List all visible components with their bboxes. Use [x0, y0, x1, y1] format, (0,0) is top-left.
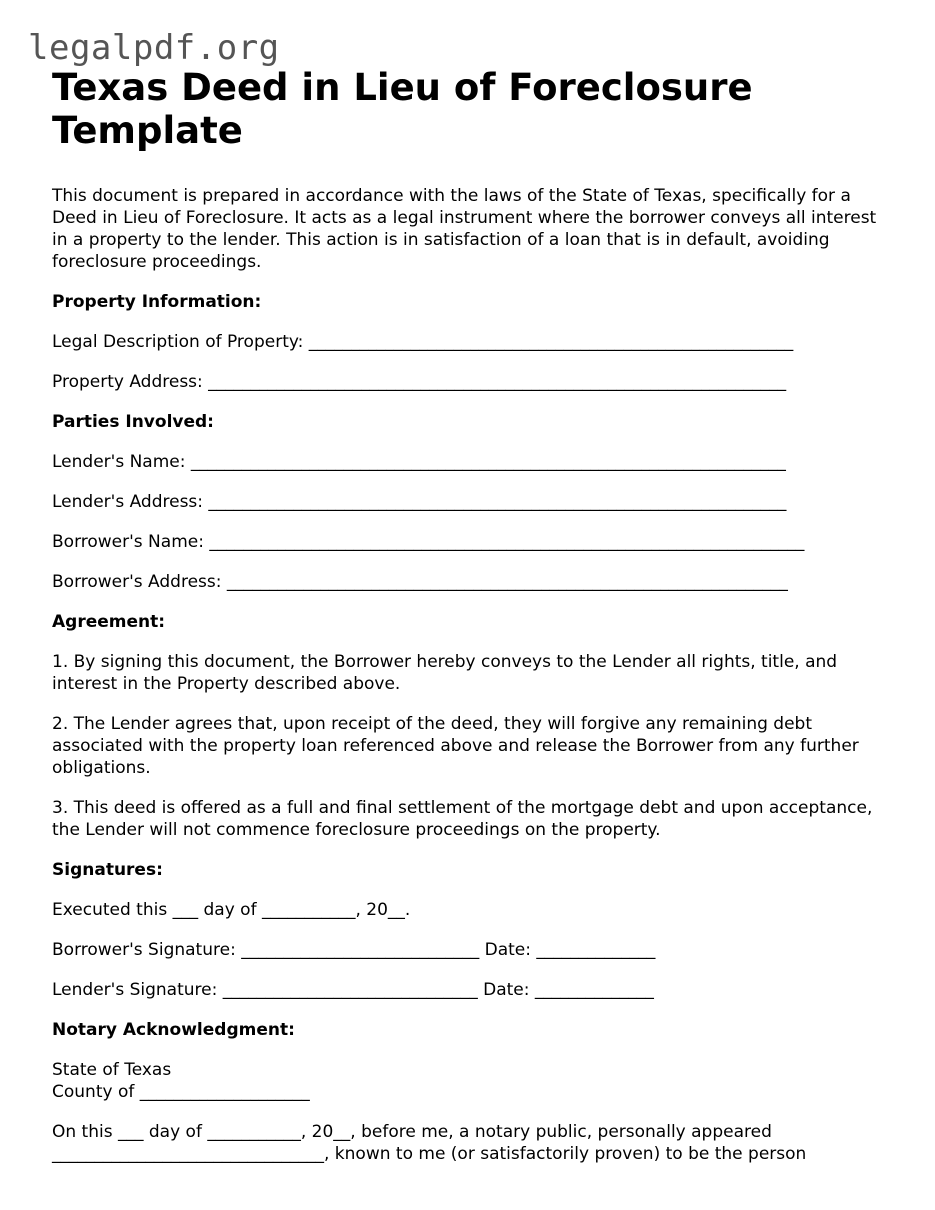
intro-paragraph: This document is prepared in accordance with the laws of the State of Texas, specifically for a Deed in Lieu of Foreclosure. It acts as a legal instrument where the borrower conveys all interest in a property to the lender. This action is in satisfaction of a loan that is in default, avoiding foreclosure proceedings.	[52, 186, 877, 272]
property-information-heading: Property Information:	[52, 292, 262, 312]
notary-state: State of Texas	[52, 1060, 172, 1080]
notary-statement-line-2: ________________________________, known to me (or satisfactorily proven) to be the person	[52, 1144, 807, 1164]
agreement-clause-2: 2. The Lender agrees that, upon receipt of the deed, they will forgive any remaining debt associated with the property loan referenced above and release the Borrower from any further obligations.	[52, 714, 859, 778]
agreement-clause-1: 1. By signing this document, the Borrower hereby conveys to the Lender all rights, title, and interest in the Property described above.	[52, 652, 838, 694]
notary-venue	[52, 1059, 892, 1103]
notary-county-field: County of ____________________	[52, 1082, 310, 1102]
borrower-name-field: Borrower's Name: ______________________________________________________________________	[52, 532, 805, 552]
executed-date-line: Executed this ___ day of ___________, 20__.	[52, 900, 411, 920]
signatures-section	[52, 859, 892, 1001]
document-title: Texas Deed in Lieu of Foreclosure Template	[52, 66, 753, 152]
borrower-signature-line: Borrower's Signature: ____________________________ Date: ______________	[52, 940, 656, 960]
property-address-field: Property Address: ____________________________________________________________________	[52, 372, 787, 392]
agreement-heading: Agreement:	[52, 612, 166, 632]
notary-section	[52, 1019, 892, 1165]
notary-statement	[52, 1121, 892, 1165]
signatures-heading: Signatures:	[52, 860, 163, 880]
document-page	[52, 66, 892, 1165]
legal-description-field: Legal Description of Property: _________________________________________________________	[52, 332, 794, 352]
parties-involved-heading: Parties Involved:	[52, 412, 214, 432]
borrower-address-field: Borrower's Address: __________________________________________________________________	[52, 572, 788, 592]
lender-signature-line: Lender's Signature: ______________________________ Date: ______________	[52, 980, 654, 1000]
agreement-clause-3: 3. This deed is offered as a full and final settlement of the mortgage debt and upon acceptance, the Lender will not commence foreclosure proceedings on the property.	[52, 798, 873, 840]
agreement-section	[52, 611, 892, 841]
lender-name-field: Lender's Name: ______________________________________________________________________	[52, 452, 786, 472]
lender-address-field: Lender's Address: ____________________________________________________________________	[52, 492, 787, 512]
parties-involved-section	[52, 411, 892, 593]
notary-heading: Notary Acknowledgment:	[52, 1020, 295, 1040]
property-information-section	[52, 291, 892, 393]
notary-statement-line-1: On this ___ day of ___________, 20__, before me, a notary public, personally appeared	[52, 1122, 772, 1142]
watermark-logo: legalpdf.org	[28, 28, 280, 68]
